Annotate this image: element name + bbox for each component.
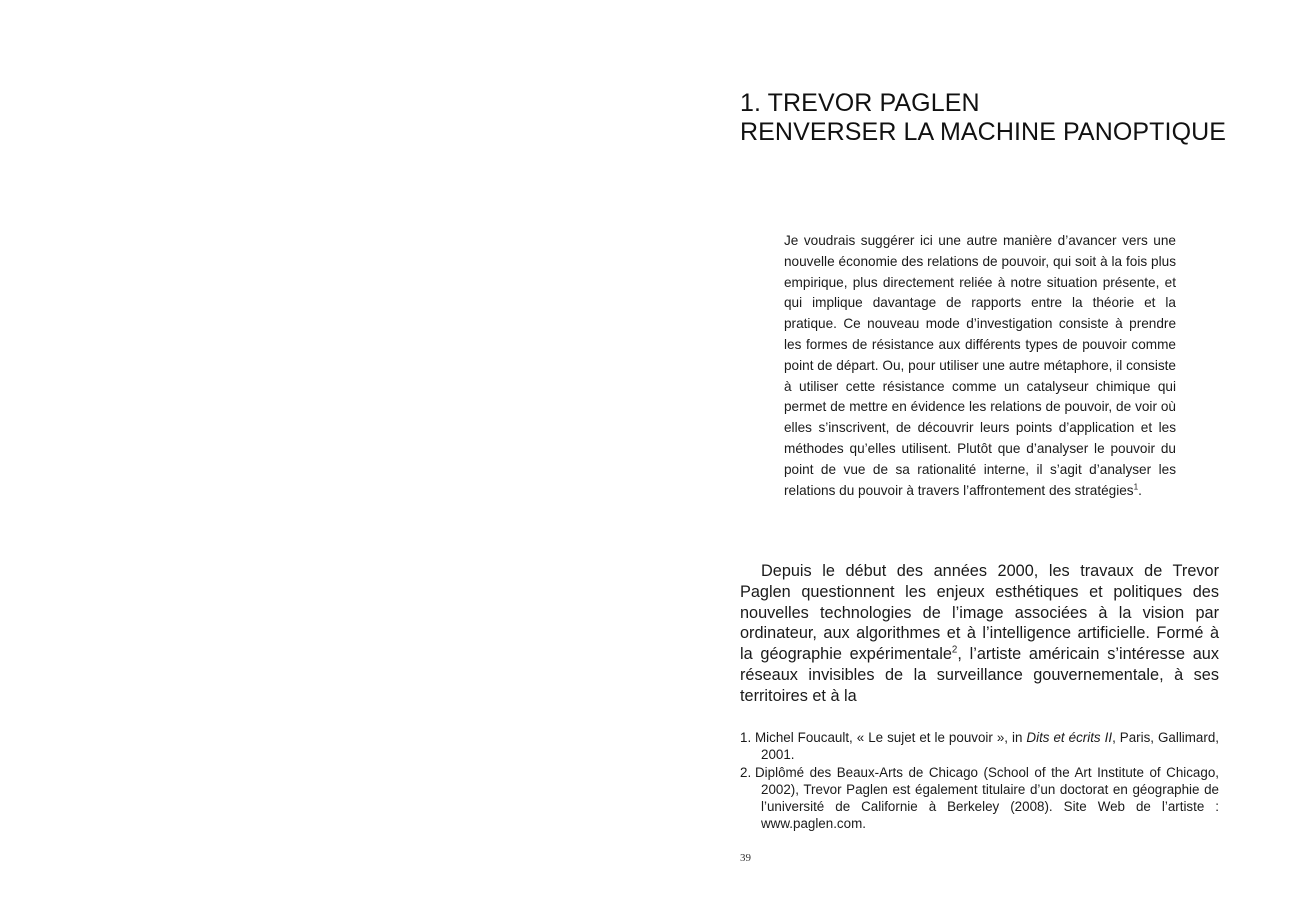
page bbox=[740, 0, 1227, 913]
footnotes-list bbox=[740, 729, 1219, 833]
body-text-part-2: , l’artiste américain s’intéresse aux réseaux invisibles de la surveillance gouvernementale, à ses territoires et à la bbox=[740, 645, 1219, 705]
footnote-1-number: 1. bbox=[740, 730, 752, 745]
chapter-title-line-2: RENVERSER LA MACHINE PANOPTIQUE bbox=[740, 118, 1227, 146]
chapter-title-line-1: 1. TREVOR PAGLEN bbox=[740, 89, 980, 117]
footnote-2-number: 2. bbox=[740, 764, 752, 780]
footnote-1-text-before: Michel Foucault, « Le sujet et le pouvoir », in bbox=[755, 730, 1027, 745]
footnote-1 bbox=[740, 729, 1219, 764]
epigraph-end: . bbox=[1138, 482, 1142, 498]
footnote-ref-2[interactable]: 2 bbox=[951, 644, 958, 656]
body-text-part-1: Depuis le début des années 2000, les travaux de Trevor Paglen questionnent les enjeux esthétiques et politiques des nouvelles technologies de l’image associées à la vision par ordinateur, aux algorithmes et à l’intelligence artificielle. Formé à la géographie expérimentale bbox=[740, 562, 1219, 664]
footnote-2-text: Diplômé des Beaux-Arts de Chicago (School of the Art Institute of Chicago, 2002), Trevor Paglen est également titulaire d’un doctorat en géographie de l’université de Californie à Berkeley (2008). Site Web de l’artiste : www.paglen.com. bbox=[755, 764, 1219, 832]
footnote-1-book-title: Dits et écrits II bbox=[1026, 730, 1113, 745]
chapter-title bbox=[740, 89, 1226, 147]
footnote-1-text-after: , Paris, Gallimard, 2001. bbox=[761, 730, 1220, 763]
page-number: 39 bbox=[740, 852, 751, 864]
footnote-ref-1[interactable]: 1 bbox=[1133, 482, 1139, 492]
epigraph-quote bbox=[784, 231, 1176, 501]
footnote-2 bbox=[740, 764, 1219, 833]
body-paragraph bbox=[740, 561, 1219, 707]
epigraph-text: Je voudrais suggérer ici une autre manière d’avancer vers une nouvelle économie des relations de pouvoir, qui soit à la fois plus empirique, plus directement reliée à notre situation présente, et qui implique davantage de rapports entre la théorie et la pratique. Ce nouveau mode d’investigation consiste à prendre les formes de résistance aux différents types de pouvoir comme point de départ. Ou, pour utiliser une autre métaphore, il consiste à utiliser cette résistance comme un catalyseur chimique qui permet de mettre en évidence les relations de pouvoir, de voir où elles s’inscrivent, de découvrir leurs points d’application et les méthodes qu’elles utilisent. Plutôt que d’analyser le pouvoir du point de vue de sa rationalité interne, il s’agit d’analyser les relations du pouvoir à travers l’affrontement des stratégies bbox=[784, 233, 1176, 498]
left-blank-page bbox=[0, 0, 652, 913]
